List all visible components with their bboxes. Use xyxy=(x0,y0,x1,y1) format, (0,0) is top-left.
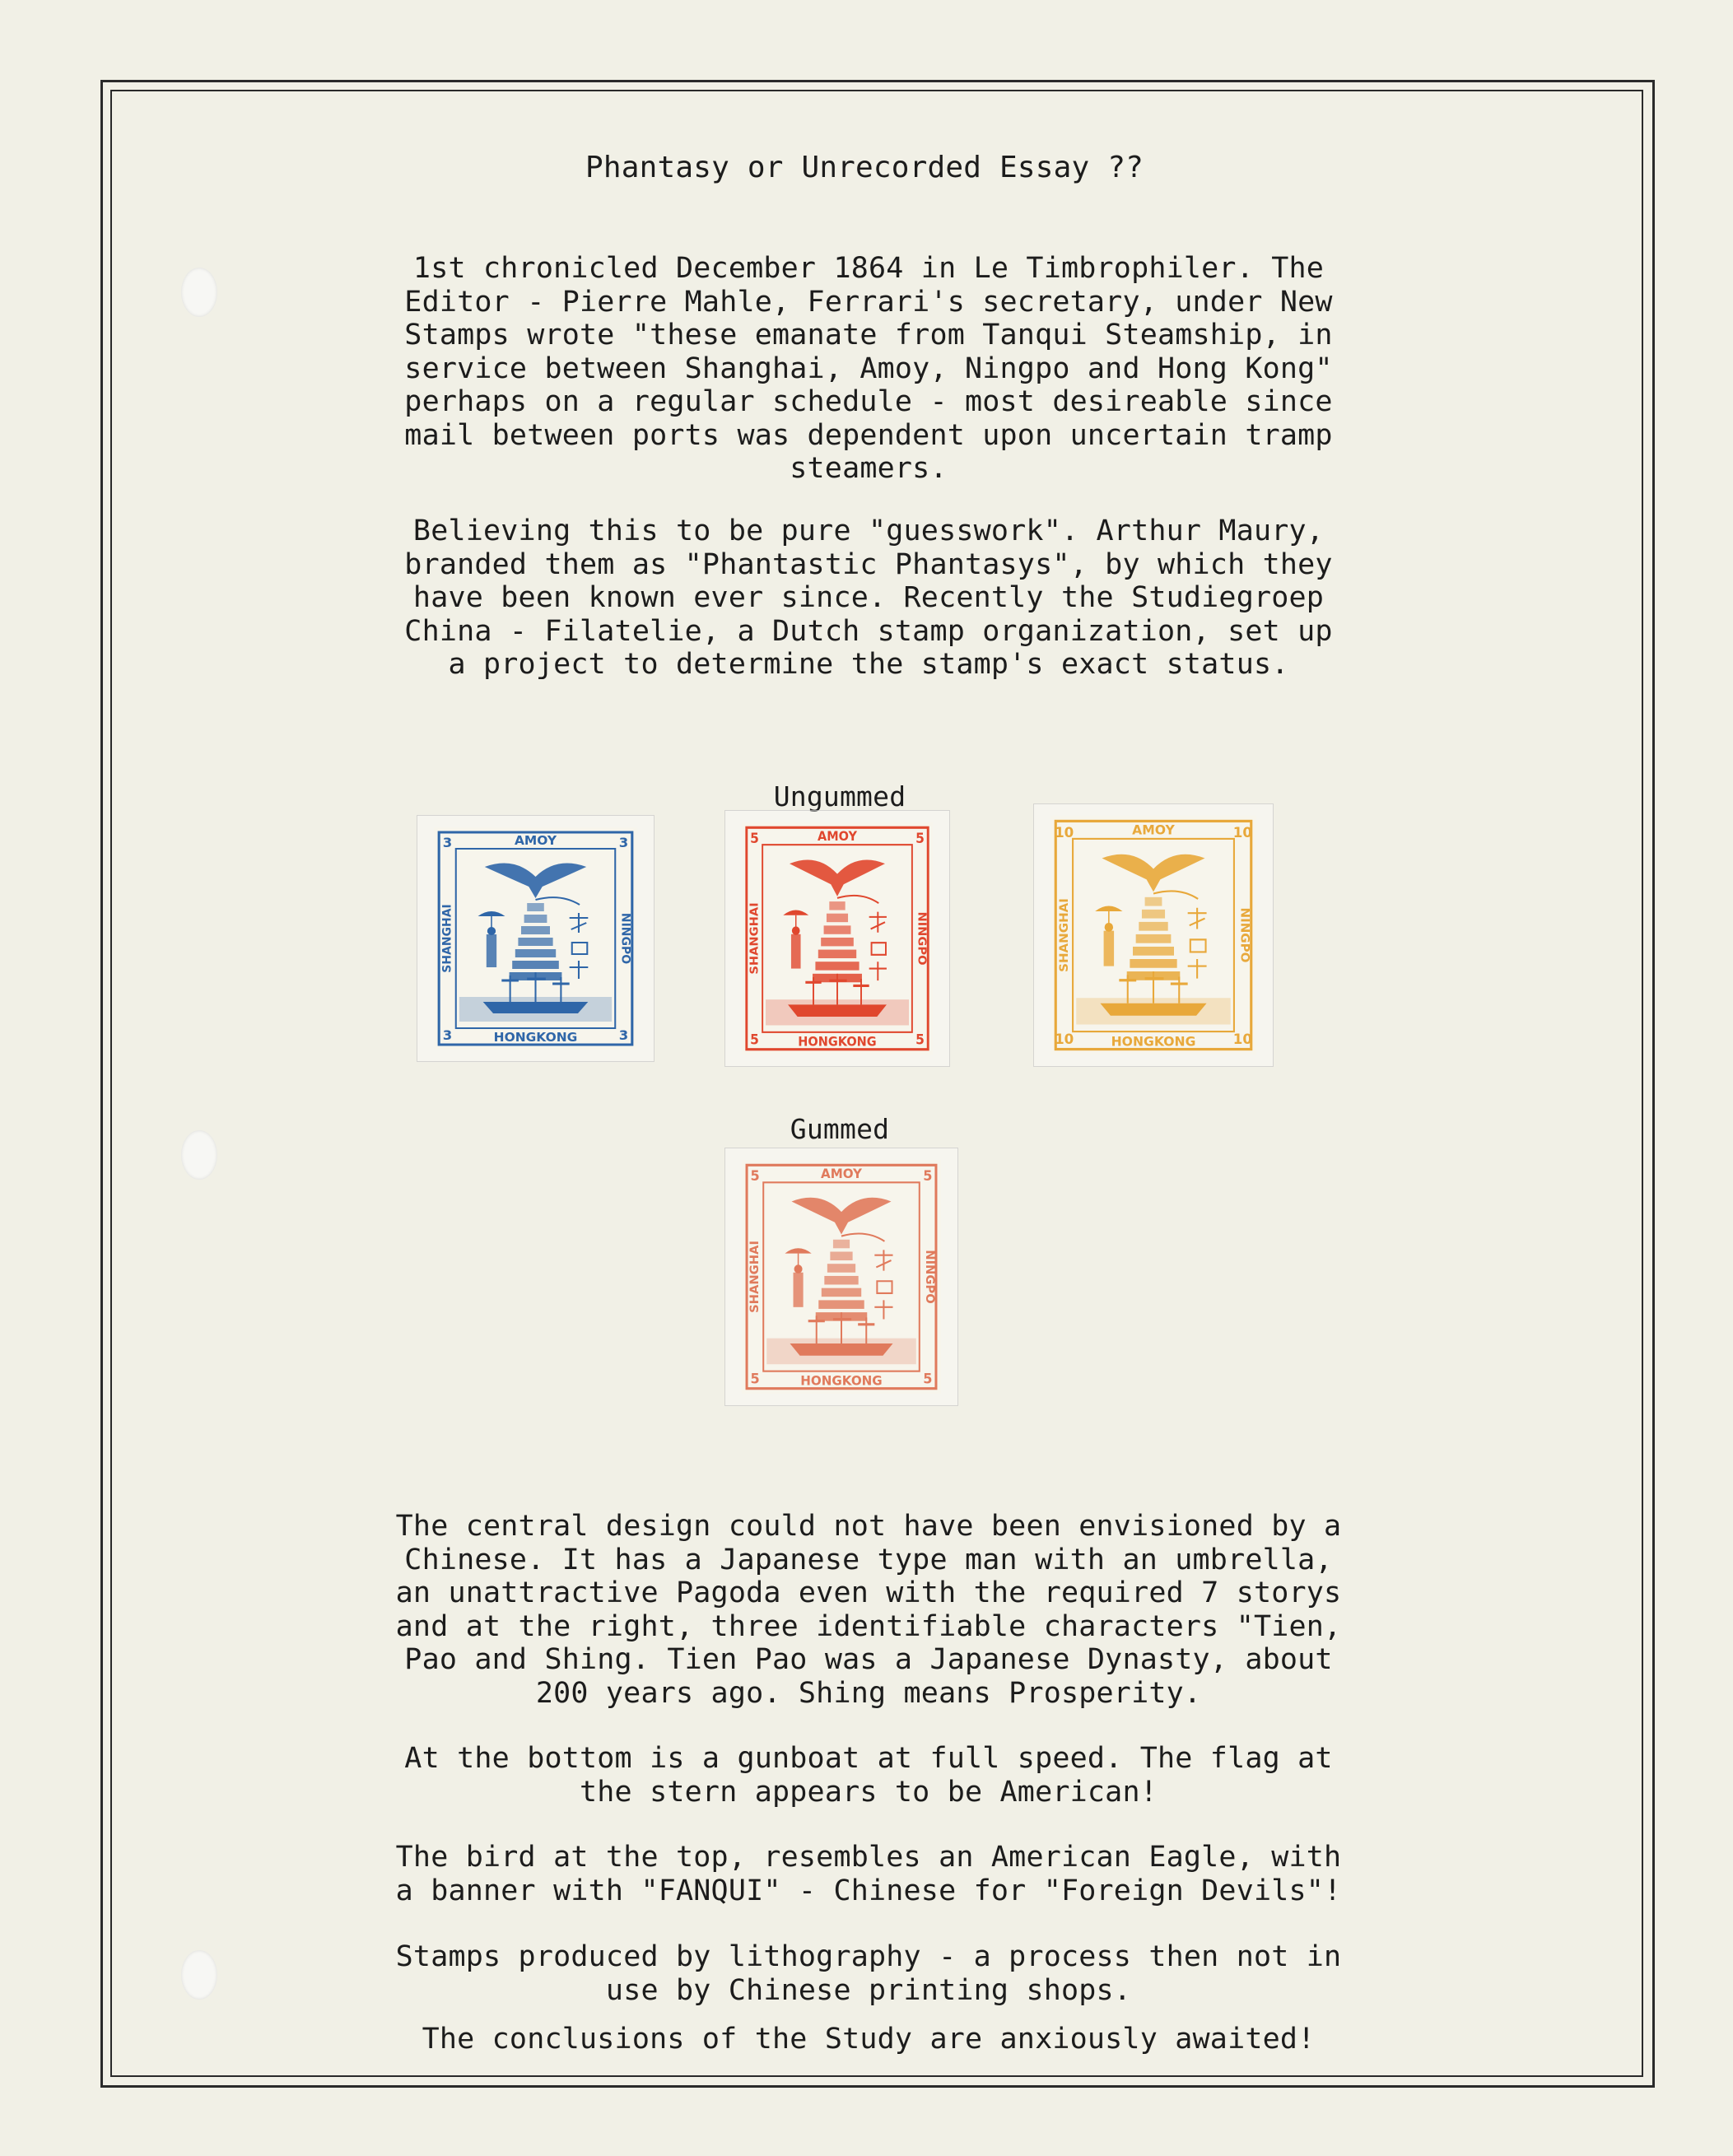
paragraph-eagle: The bird at the top, resembles an American Eagle, with a banner with "FANQUI" - Chinese for "Foreign Devils"! xyxy=(395,1841,1342,1907)
stamp-text-top: AMOY xyxy=(821,1166,862,1182)
label-ungummed: Ungummed xyxy=(773,780,906,813)
stamp-value-top-left: 10 xyxy=(1055,823,1074,841)
stamp-10-yellow xyxy=(1051,816,1256,1055)
stamp-text-right: NINGPO xyxy=(922,1250,936,1304)
stamp-value-bottom-left: 3 xyxy=(442,1027,453,1043)
stamp-value-bottom-right: 5 xyxy=(915,1031,925,1048)
stamp-text-left: SHANGHAI xyxy=(748,1241,762,1313)
label-gummed: Gummed xyxy=(790,1113,890,1145)
stamp-text-right: NINGPO xyxy=(1237,907,1252,963)
stamp-value-top-right: 5 xyxy=(915,830,925,847)
stamp-3-blue xyxy=(434,827,637,1050)
stamp-mount-gummed xyxy=(724,1148,958,1406)
stamp-5-gummed xyxy=(742,1160,941,1394)
paragraph-history: 1st chronicled December 1864 in Le Timbrophiler. The Editor - Pierre Mahle, Ferrari's secretary, under New Stamps wrote "these emanate from Tanqui Steamship, in service between Shanghai, Amoy, Ningpo and Hong Kong" perhaps on a regular schedule - most desireable since mail between ports was dependent upon uncertain tramp steamers. xyxy=(404,252,1333,485)
page-title: Phantasy or Unrecorded Essay ?? xyxy=(585,151,1144,184)
paragraph-design: The central design could not have been envisioned by a Chinese. It has a Japanese type man with an umbrella, an unattractive Pagoda even with the required 7 storys and at the right, three identifiable characters "Tien, Pao and Shing. Tien Pao was a Japanese Dynasty, about 200 years ago. Shing means Prosperity. xyxy=(395,1510,1342,1710)
stamp-text-left: SHANGHAI xyxy=(440,904,454,973)
stamp-value-bottom-right: 10 xyxy=(1232,1030,1252,1048)
stamp-value-bottom-left: 5 xyxy=(750,1031,759,1048)
stamp-value-bottom-right: 5 xyxy=(923,1371,933,1387)
stamp-5-red xyxy=(742,822,933,1055)
paragraph-gunboat: At the bottom is a gunboat at full speed. The flag at the stern appears to be American! xyxy=(404,1742,1333,1809)
stamp-text-bottom: HONGKONG xyxy=(493,1030,578,1045)
stamp-text-bottom: HONGKONG xyxy=(800,1373,883,1389)
stamp-value-bottom-left: 10 xyxy=(1055,1030,1074,1048)
stamp-text-left: SHANGHAI xyxy=(1057,898,1071,972)
stamp-value-top-left: 5 xyxy=(750,830,759,847)
stamp-mount-blue xyxy=(417,815,655,1062)
stamp-value-bottom-left: 5 xyxy=(750,1371,760,1387)
stamp-mount-red xyxy=(724,810,950,1067)
stamp-mount-yellow xyxy=(1033,803,1274,1067)
stamp-value-top-right: 5 xyxy=(923,1167,933,1185)
stamp-text-right: NINGPO xyxy=(618,912,632,965)
stamp-text-bottom: HONGKONG xyxy=(798,1034,877,1050)
stamp-text-top: AMOY xyxy=(818,828,857,845)
paragraph-conclusion: The conclusions of the Study are anxiously awaited! xyxy=(422,2023,1316,2056)
stamp-value-bottom-right: 3 xyxy=(618,1027,629,1043)
paragraph-lithography: Stamps produced by lithography - a process then not in use by Chinese printing shops. xyxy=(395,1940,1342,2007)
stamp-text-bottom: HONGKONG xyxy=(1111,1033,1196,1050)
stamp-value-top-right: 3 xyxy=(618,835,629,850)
paragraph-maury: Believing this to be pure "guesswork". Arthur Maury, branded them as "Phantastic Phantasys", by which they have been known ever since. Recently the Studiegroep China - Filatelie, a Dutch stamp organization, set up a project to determine the stamp's exact status. xyxy=(404,515,1333,681)
stamp-value-top-left: 3 xyxy=(442,835,453,850)
stamp-text-top: AMOY xyxy=(514,833,557,848)
stamp-design xyxy=(434,827,637,1050)
stamp-text-right: NINGPO xyxy=(915,911,929,966)
stamp-design xyxy=(1051,816,1256,1055)
stamp-text-top: AMOY xyxy=(1132,822,1175,838)
stamp-value-top-right: 10 xyxy=(1232,823,1252,841)
stamp-design xyxy=(742,1160,941,1394)
stamp-text-left: SHANGHAI xyxy=(748,902,762,975)
stamp-design xyxy=(742,822,933,1055)
stamp-value-top-left: 5 xyxy=(750,1167,760,1185)
